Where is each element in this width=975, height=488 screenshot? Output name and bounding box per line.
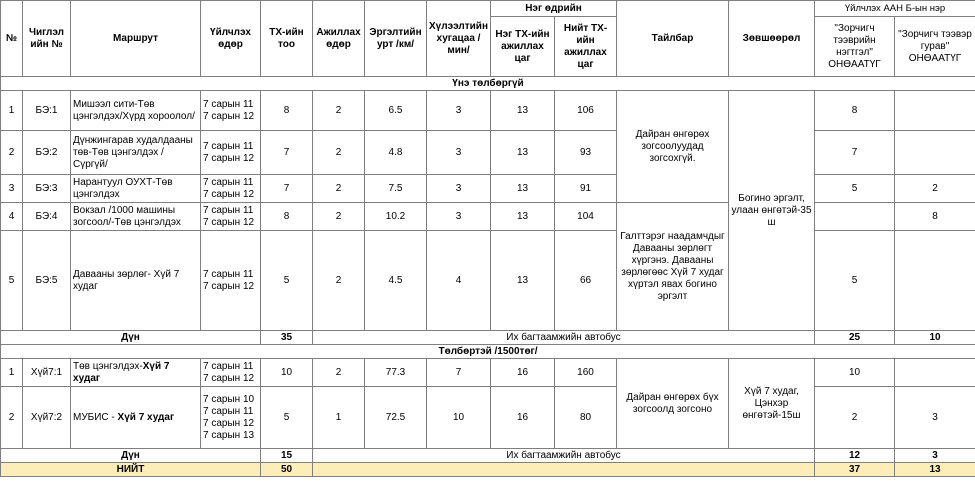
header-per-day: Нэг өдрийн bbox=[491, 1, 617, 17]
row-operator-1: 5 bbox=[815, 231, 895, 331]
row-operator-1: 8 bbox=[815, 91, 895, 131]
row-code: Хүй7:2 bbox=[23, 387, 71, 449]
section-free-title: Үнэ төлбөргүй bbox=[1, 77, 975, 91]
row-vehicles: 8 bbox=[261, 91, 313, 131]
row-route: Вокзал /1000 машины зогсоол/-Төв цэнгэлдэх bbox=[71, 203, 201, 231]
row-no: 2 bbox=[1, 387, 23, 449]
row-operator-1 bbox=[815, 203, 895, 231]
row-total-hours: 91 bbox=[555, 175, 617, 203]
row-operator-1: 10 bbox=[815, 359, 895, 387]
row-operator-1: 5 bbox=[815, 175, 895, 203]
note-no-stops: Дайран өнгөрөх зогсоолуудад зогсохгүй. bbox=[617, 91, 729, 203]
row-wait: 3 bbox=[427, 131, 491, 175]
header-one-vehicle-hours: Нэг ТХ-ийн ажиллах цаг bbox=[491, 17, 555, 77]
section-free-total-row bbox=[1, 331, 975, 345]
row-work-days: 2 bbox=[313, 231, 365, 331]
row-route: Нарантуул ОУХТ-Төв цэнгэлдэх bbox=[71, 175, 201, 203]
header-row-1 bbox=[1, 1, 975, 17]
row-no: 1 bbox=[1, 359, 23, 387]
total-vehicles: 35 bbox=[261, 331, 313, 345]
permit-khui-7: Хүй 7 худаг, Цэнхэр өнгөтэй-15ш bbox=[729, 359, 815, 449]
row-length: 10.2 bbox=[365, 203, 427, 231]
row-length: 4.5 bbox=[365, 231, 427, 331]
note-all-stops: Дайран өнгөрөх бүх зогсоолд зогсоно bbox=[617, 359, 729, 449]
row-route: Мишээл сити-Төв цэнгэлдэх/Хүрд хороолол/ bbox=[71, 91, 201, 131]
total-operator-1: 25 bbox=[815, 331, 895, 345]
row-total-hours: 80 bbox=[555, 387, 617, 449]
row-one-hours: 13 bbox=[491, 203, 555, 231]
section-paid-title: Төлбөртэй /1500төг/ bbox=[1, 345, 975, 359]
row-vehicles: 7 bbox=[261, 175, 313, 203]
row-route: Дүнжингарав худалдааны төв-Төв цэнгэлдэх /Сүргүй/ bbox=[71, 131, 201, 175]
row-length: 4.8 bbox=[365, 131, 427, 175]
row-operator-2: 2 bbox=[895, 175, 975, 203]
row-days: 7 сарын 11 7 сарын 12 bbox=[201, 131, 261, 175]
table-row bbox=[1, 131, 975, 175]
header-loop-length: Эргэлтийн урт /км/ bbox=[365, 1, 427, 77]
grand-total-label: НИЙТ bbox=[1, 463, 261, 477]
row-total-hours: 93 bbox=[555, 131, 617, 175]
row-length: 7.5 bbox=[365, 175, 427, 203]
row-work-days: 2 bbox=[313, 131, 365, 175]
row-no: 3 bbox=[1, 175, 23, 203]
total-bus-type: Их багтаамжийн автобус bbox=[313, 331, 815, 345]
section-paid-row bbox=[1, 345, 975, 359]
row-code: Хүй7:1 bbox=[23, 359, 71, 387]
total-vehicles: 15 bbox=[261, 449, 313, 463]
permit-short-loop: Богино эргэлт, улаан өнгөтэй-35 ш bbox=[729, 91, 815, 331]
header-work-days: Ажиллах өдөр bbox=[313, 1, 365, 77]
section-free-row bbox=[1, 77, 975, 91]
total-operator-2: 10 bbox=[895, 331, 975, 345]
header-no: № bbox=[1, 1, 23, 77]
row-days: 7 сарын 11 7 сарын 12 bbox=[201, 203, 261, 231]
row-operator-2: 8 bbox=[895, 203, 975, 231]
section-paid-total-row bbox=[1, 449, 975, 463]
total-label: Дүн bbox=[1, 331, 261, 345]
row-route: МУБИС - Хүй 7 худаг bbox=[71, 387, 201, 449]
header-note: Тайлбар bbox=[617, 1, 729, 77]
row-operator-2: 3 bbox=[895, 387, 975, 449]
row-no: 2 bbox=[1, 131, 23, 175]
row-operator-2 bbox=[895, 231, 975, 331]
row-length: 6.5 bbox=[365, 91, 427, 131]
row-total-hours: 66 bbox=[555, 231, 617, 331]
row-wait: 3 bbox=[427, 175, 491, 203]
header-permit: Зөвшөөрөл bbox=[729, 1, 815, 77]
row-days: 7 сарын 11 7 сарын 12 bbox=[201, 91, 261, 131]
row-operator-1: 2 bbox=[815, 387, 895, 449]
row-vehicles: 5 bbox=[261, 231, 313, 331]
row-length: 77.3 bbox=[365, 359, 427, 387]
table-row bbox=[1, 387, 975, 449]
table-row bbox=[1, 359, 975, 387]
row-total-hours: 160 bbox=[555, 359, 617, 387]
row-operator-2 bbox=[895, 359, 975, 387]
row-operator-1: 7 bbox=[815, 131, 895, 175]
row-work-days: 2 bbox=[313, 203, 365, 231]
table-row bbox=[1, 175, 975, 203]
row-vehicles: 5 bbox=[261, 387, 313, 449]
header-operator: Үйлчлэх ААН Б-ын нэр bbox=[815, 1, 975, 17]
grand-total-operator-2: 13 bbox=[895, 463, 975, 477]
row-code: БЭ:5 bbox=[23, 231, 71, 331]
row-code: БЭ:1 bbox=[23, 91, 71, 131]
row-work-days: 2 bbox=[313, 175, 365, 203]
header-operator-2: "Зорчигч тээвэр гурав" ОНӨААТҮГ bbox=[895, 17, 975, 77]
row-route: Давааны зөрлөг- Хүй 7 худаг bbox=[71, 231, 201, 331]
row-code: БЭ:3 bbox=[23, 175, 71, 203]
row-operator-2 bbox=[895, 91, 975, 131]
header-route-no: Чиглэл ийн № bbox=[23, 1, 71, 77]
row-work-days: 1 bbox=[313, 387, 365, 449]
row-no: 4 bbox=[1, 203, 23, 231]
row-length: 72.5 bbox=[365, 387, 427, 449]
row-wait: 3 bbox=[427, 203, 491, 231]
row-code: БЭ:2 bbox=[23, 131, 71, 175]
header-route: Маршрут bbox=[71, 1, 201, 77]
row-one-hours: 16 bbox=[491, 387, 555, 449]
header-vehicle-count: ТХ-ийн тоо bbox=[261, 1, 313, 77]
row-one-hours: 13 bbox=[491, 91, 555, 131]
row-days: 7 сарын 11 7 сарын 12 bbox=[201, 175, 261, 203]
row-code: БЭ:4 bbox=[23, 203, 71, 231]
row-work-days: 2 bbox=[313, 359, 365, 387]
header-service-day: Үйлчлэх өдөр bbox=[201, 1, 261, 77]
total-bus-type: Их багтаамжийн автобус bbox=[313, 449, 815, 463]
row-vehicles: 7 bbox=[261, 131, 313, 175]
row-work-days: 2 bbox=[313, 91, 365, 131]
row-one-hours: 13 bbox=[491, 231, 555, 331]
row-wait: 10 bbox=[427, 387, 491, 449]
table-row bbox=[1, 231, 975, 331]
row-route: Төв цэнгэлдэх-Хүй 7 худаг bbox=[71, 359, 201, 387]
row-total-hours: 104 bbox=[555, 203, 617, 231]
row-total-hours: 106 bbox=[555, 91, 617, 131]
total-operator-1: 12 bbox=[815, 449, 895, 463]
row-operator-2 bbox=[895, 131, 975, 175]
row-days: 7 сарын 11 7 сарын 12 bbox=[201, 359, 261, 387]
row-one-hours: 16 bbox=[491, 359, 555, 387]
row-no: 5 bbox=[1, 231, 23, 331]
row-days: 7 сарын 11 7 сарын 12 bbox=[201, 231, 261, 331]
row-one-hours: 13 bbox=[491, 131, 555, 175]
row-vehicles: 8 bbox=[261, 203, 313, 231]
grand-total-spacer bbox=[313, 463, 815, 477]
row-wait: 3 bbox=[427, 91, 491, 131]
grand-total-row bbox=[1, 463, 975, 477]
total-label: Дүн bbox=[1, 449, 261, 463]
row-one-hours: 13 bbox=[491, 175, 555, 203]
row-wait: 4 bbox=[427, 231, 491, 331]
table-row bbox=[1, 203, 975, 231]
total-operator-2: 3 bbox=[895, 449, 975, 463]
grand-total-operator-1: 37 bbox=[815, 463, 895, 477]
table-row bbox=[1, 91, 975, 131]
row-wait: 7 bbox=[427, 359, 491, 387]
header-operator-1: "Зорчигч тээврийн нэгтгэл" ОНӨААТҮГ bbox=[815, 17, 895, 77]
grand-total-vehicles: 50 bbox=[261, 463, 313, 477]
header-wait-time: Хүлээлтийн хугацаа /мин/ bbox=[427, 1, 491, 77]
header-total-vehicle-hours: Нийт ТХ-ийн ажиллах цаг bbox=[555, 17, 617, 77]
row-vehicles: 10 bbox=[261, 359, 313, 387]
note-train-passengers: Галттэрэг наадамчдыг Давааны зөрлөгт хүргэнэ. Давааны зөрлөгөөс Хүй 7 худаг хүртэл явах богино эргэлт bbox=[617, 203, 729, 331]
row-days: 7 сарын 10 7 сарын 11 7 сарын 12 7 сарын 13 bbox=[201, 387, 261, 449]
row-no: 1 bbox=[1, 91, 23, 131]
